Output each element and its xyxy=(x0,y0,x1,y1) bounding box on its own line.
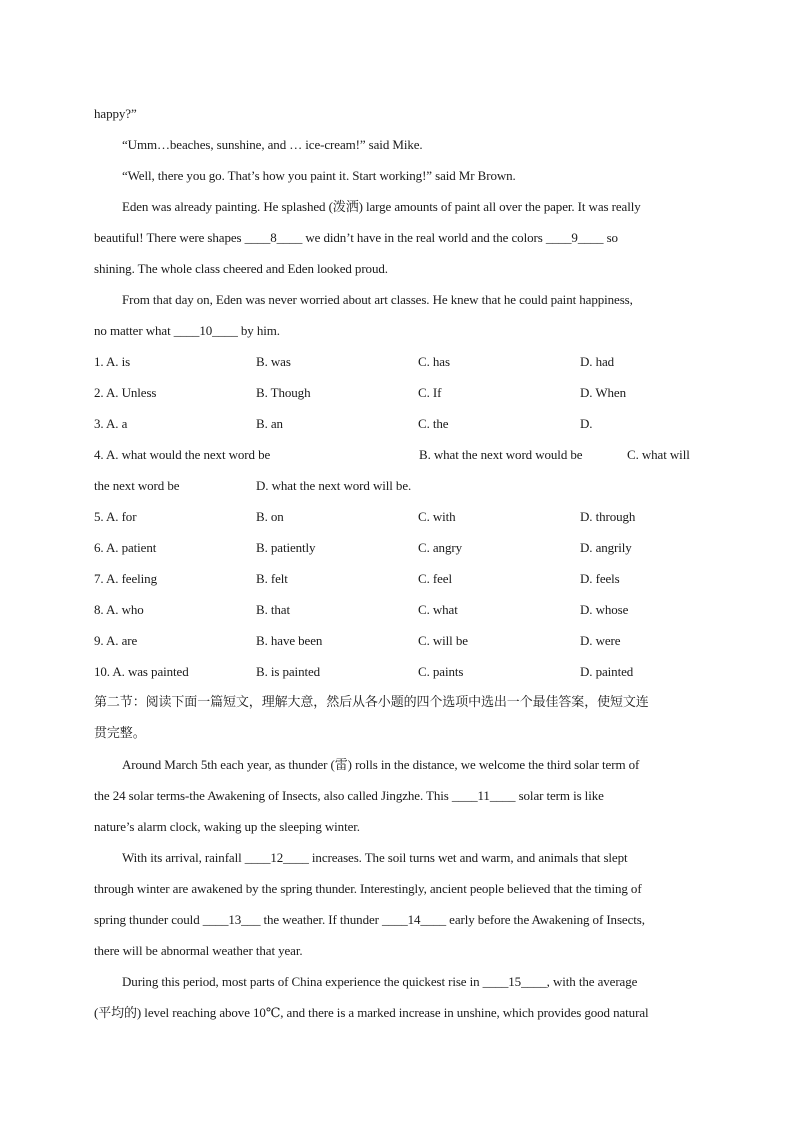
option-c: C. paints xyxy=(418,664,464,679)
option-a: 10. A. was painted xyxy=(94,664,189,679)
option-a: 6. A. patient xyxy=(94,540,157,555)
option-b: B. was xyxy=(256,354,291,369)
text-line: With its arrival, rainfall ____12____ increases. The soil turns wet and warm, and animals that slept xyxy=(122,850,628,865)
option-c: C. feel xyxy=(418,571,452,586)
instruction-line: 第二节：阅读下面一篇短文，理解大意，然后从各小题的四个选项中选出一个最佳答案，使短文连 xyxy=(94,695,649,710)
question-row xyxy=(94,594,706,625)
text-line: (平均的) level reaching above 10℃, and there is a marked increase in unshine, which provides good natural xyxy=(94,1005,649,1020)
option-c: C. with xyxy=(418,509,456,524)
option-d: D. through xyxy=(580,509,636,524)
option-a: 2. A. Unless xyxy=(94,385,157,400)
option-a: 1. A. is xyxy=(94,354,131,369)
option-c: C. If xyxy=(418,385,442,400)
text-line: through winter are awakened by the spring thunder. Interestingly, ancient people believed that the timing of xyxy=(94,881,642,896)
question-row-4-cont xyxy=(94,470,706,501)
question-row xyxy=(94,346,706,377)
question-row xyxy=(94,377,706,408)
question-options xyxy=(94,346,706,687)
option-d: D. had xyxy=(580,354,615,369)
option-a: 9. A. are xyxy=(94,633,138,648)
question-row xyxy=(94,625,706,656)
instruction-line: 贯完整。 xyxy=(94,726,146,741)
text-line: beautiful! There were shapes ____8____ we didn’t have in the real world and the colors ____9____ so xyxy=(94,230,618,245)
option-b: B. an xyxy=(256,416,283,431)
option-b: B. felt xyxy=(256,571,288,586)
text-line: Around March 5th each year, as thunder (雷) rolls in the distance, we welcome the third solar term of xyxy=(122,757,640,772)
option-c: C. what will xyxy=(627,447,690,462)
text-line: shining. The whole class cheered and Eden looked proud. xyxy=(94,261,388,276)
option-c: C. will be xyxy=(418,633,468,648)
option-d: D. whose xyxy=(580,602,629,617)
text-line: During this period, most parts of China experience the quickest rise in ____15____, with the average xyxy=(122,974,638,989)
option-c: C. the xyxy=(418,416,449,431)
section-two-instructions xyxy=(94,687,706,749)
question-row xyxy=(94,563,706,594)
option-a: 3. A. a xyxy=(94,416,128,431)
text-line: spring thunder could ____13___ the weather. If thunder ____14____ early before the Awakening of Insects, xyxy=(94,912,645,927)
option-d: D. were xyxy=(580,633,621,648)
option-a: 5. A. for xyxy=(94,509,137,524)
option-d: D. painted xyxy=(580,664,634,679)
option-b: B. is painted xyxy=(256,664,321,679)
option-b: B. patiently xyxy=(256,540,316,555)
option-a: 4. A. what would the next word be xyxy=(94,447,271,462)
text-line: there will be abnormal weather that year. xyxy=(94,943,303,958)
option-d: D. angrily xyxy=(580,540,632,555)
option-b: B. what the next word would be xyxy=(419,447,583,462)
text-line: From that day on, Eden was never worried about art classes. He knew that he could paint happiness, xyxy=(122,292,633,307)
question-row xyxy=(94,656,706,687)
text-line: the 24 solar terms-the Awakening of Insects, also called Jingzhe. This ____11____ solar term is like xyxy=(94,788,604,803)
text-line: happy?” xyxy=(94,106,137,121)
option-a: 7. A. feeling xyxy=(94,571,157,586)
text-line: “Umm…beaches, sunshine, and … ice-cream!” said Mike. xyxy=(122,137,423,152)
option-b: B. Though xyxy=(256,385,311,400)
text-line: “Well, there you go. That’s how you paint it. Start working!” said Mr Brown. xyxy=(122,168,516,183)
text-line: nature’s alarm clock, waking up the sleeping winter. xyxy=(94,819,360,834)
option-a: 8. A. who xyxy=(94,602,144,617)
passage-two xyxy=(94,749,706,1028)
option-c: C. what xyxy=(418,602,458,617)
question-row xyxy=(94,532,706,563)
passage-one xyxy=(94,98,706,346)
option-c: C. has xyxy=(418,354,450,369)
option-b: B. that xyxy=(256,602,290,617)
question-row xyxy=(94,408,706,439)
option-d: D. When xyxy=(580,385,626,400)
option-d: D. xyxy=(580,416,593,431)
option-b: B. have been xyxy=(256,633,323,648)
text-line: no matter what ____10____ by him. xyxy=(94,323,280,338)
question-row-4 xyxy=(94,439,706,470)
option-d: D. feels xyxy=(580,571,620,586)
document-page xyxy=(94,98,706,1028)
question-row xyxy=(94,501,706,532)
option-b: B. on xyxy=(256,509,284,524)
text-line: Eden was already painting. He splashed (泼洒) large amounts of paint all over the paper. It was really xyxy=(122,199,641,214)
option-c-continued: the next word be xyxy=(94,478,180,493)
option-d: D. what the next word will be. xyxy=(256,478,412,493)
option-c: C. angry xyxy=(418,540,462,555)
